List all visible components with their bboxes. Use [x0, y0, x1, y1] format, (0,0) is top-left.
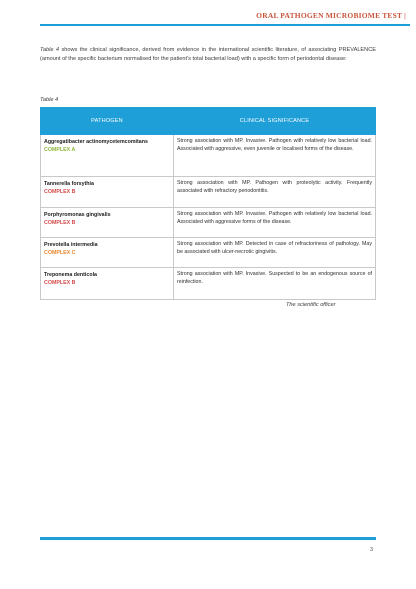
table-row [41, 208, 376, 238]
clinical-significance-cell: Strong association with MP. Detected in case of refractoriness of pathology. May be associated with ulcer-necrotic gingivitis. [174, 238, 376, 268]
clinical-significance-cell: Strong association with MP. Invasive. Pathogen with relatively low bacterial load. Associated with aggressive, even juvenile or localised forms of the disease. [174, 135, 376, 177]
clinical-significance-column-header: CLINICAL SIGNIFICANCE [174, 108, 376, 135]
clinical-significance-cell: Strong association with MP. Invasive. Pathogen with relatively low bacterial load. Associated with aggressive forms of the disease. [174, 208, 376, 238]
page-number: 3 [370, 547, 374, 553]
pathogen-cell [41, 268, 174, 300]
pathogen-name: Treponema denticola [44, 272, 97, 278]
clinical-significance-cell: Strong association with MP. Pathogen with proteolytic activity. Frequently associated with refractory periodontitis. [174, 177, 376, 208]
table-reference: Table 4 [40, 47, 60, 53]
pathogen-cell [41, 177, 174, 208]
pathogen-name: Tannerella forsythia [44, 181, 94, 187]
document-header-title: ORAL PATHOGEN MICROBIOME TEST | [256, 11, 406, 20]
complex-label: COMPLEX C [44, 250, 76, 256]
intro-paragraph [40, 46, 376, 65]
complex-label: COMPLEX B [44, 189, 76, 195]
complex-label: COMPLEX A [44, 147, 76, 153]
complex-label: COMPLEX B [44, 280, 76, 286]
pathogen-name: Aggregatibacter actinomycetemcomitans [44, 139, 148, 145]
header-rule [40, 24, 410, 26]
signature-line: The scientific officer [286, 302, 336, 308]
table-row [41, 135, 376, 177]
pathogen-column-header: PATHOGEN [41, 108, 174, 135]
pathogen-cell [41, 135, 174, 177]
pathogen-cell [41, 208, 174, 238]
table-caption: Table 4 [40, 97, 59, 103]
pathogen-name: Prevotella intermedia [44, 242, 98, 248]
table-row [41, 177, 376, 208]
intro-text: shows the clinical significance, derived from evidence in the international scientific literature, of associating PREVALENCE (amount of the specific bacterium normalised for the patient's total bacterial load) with a specific form of periodontal disease: [40, 47, 376, 63]
clinical-significance-cell: Strong association with MP. Invasive. Suspected to be an endogenous source of reinfection. [174, 268, 376, 300]
table-row [41, 268, 376, 300]
complex-label: COMPLEX B [44, 220, 76, 226]
table-row [41, 238, 376, 268]
footer-rule [40, 537, 376, 540]
pathogen-name: Porphyromonas gingivalis [44, 212, 111, 218]
table-header-row [41, 108, 376, 135]
pathogen-table [40, 107, 376, 300]
pathogen-cell [41, 238, 174, 268]
